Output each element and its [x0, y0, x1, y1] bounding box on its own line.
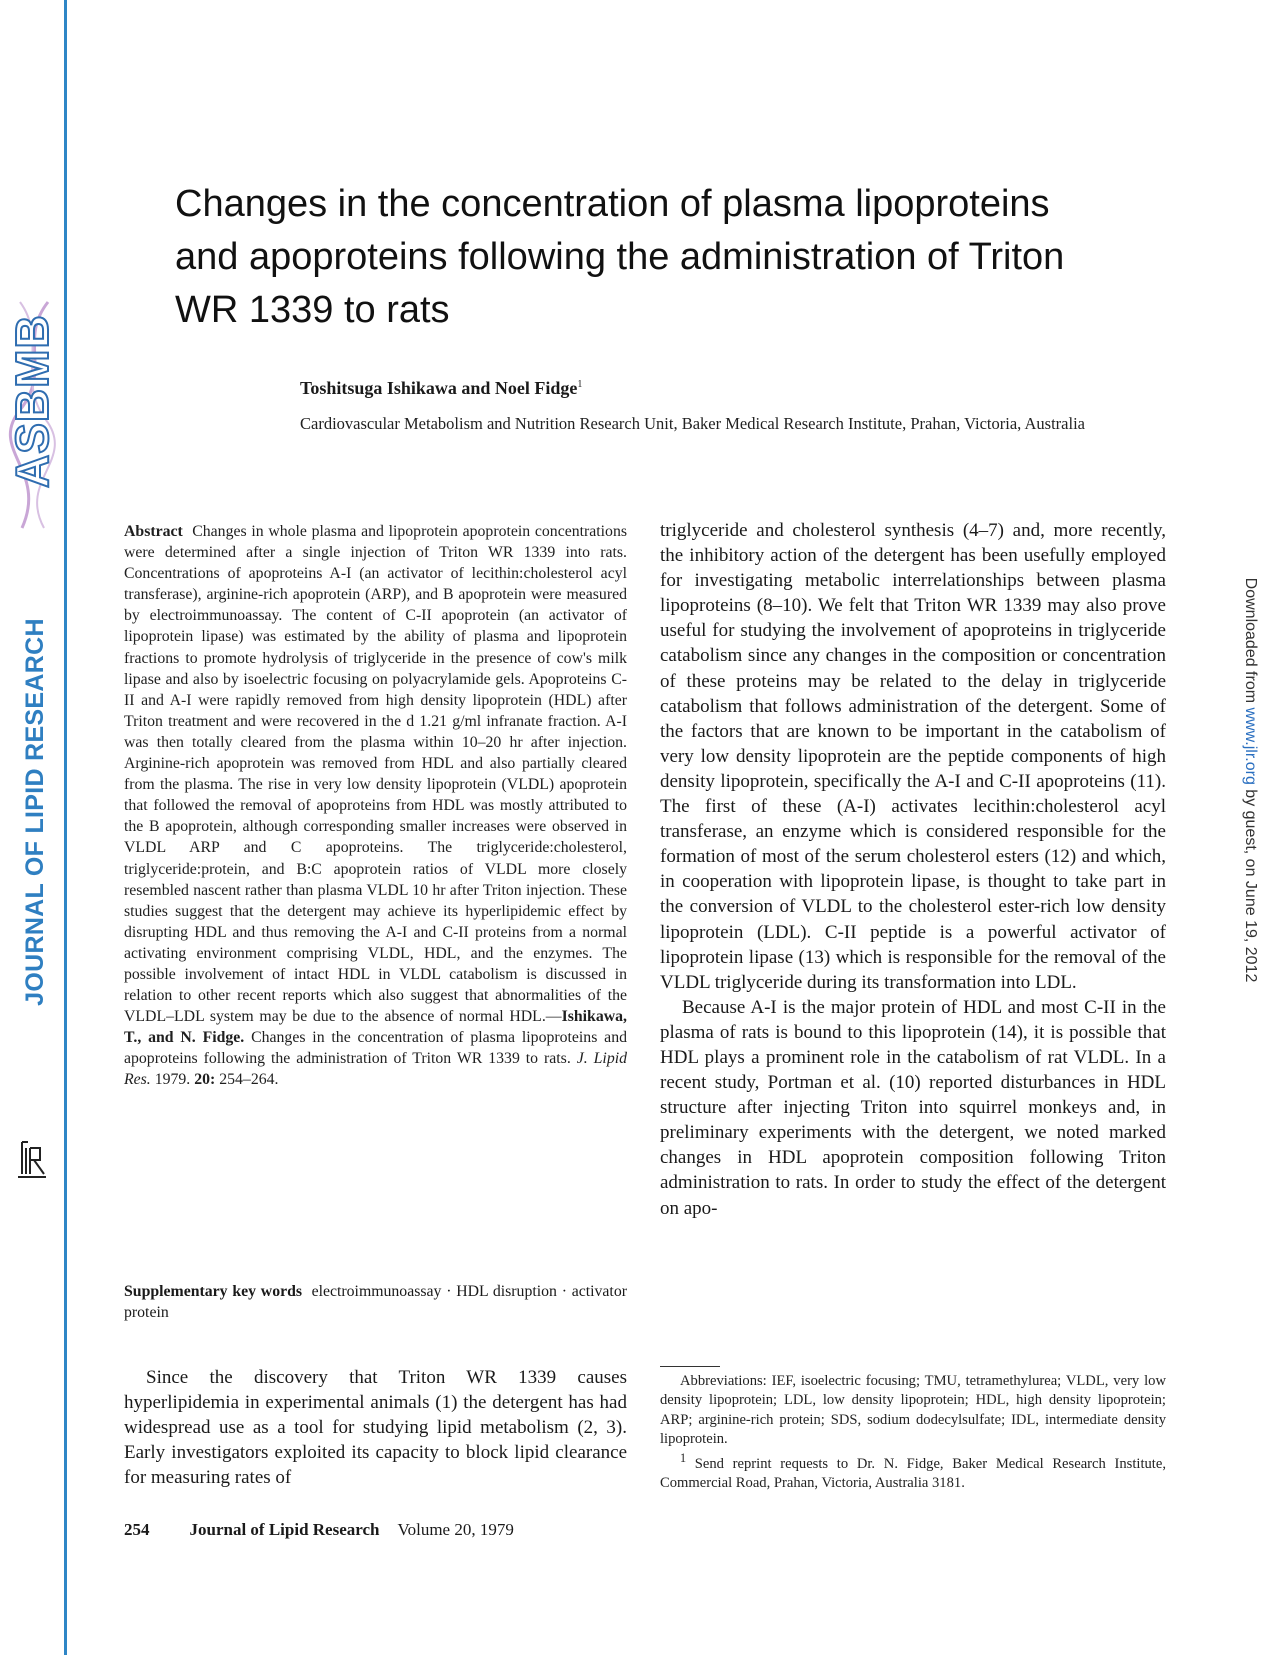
download-note: [1238, 570, 1262, 990]
reprint-footnote: [660, 1449, 1166, 1493]
key-words-text: electroimmunoassay · HDL disruption · activator protein: [124, 1283, 627, 1321]
asbmb-logo: ASBMB: [6, 314, 58, 488]
footer-volume: Volume 20, 1979: [397, 1520, 514, 1539]
citation-authors: Ishikawa, T., and N. Fidge.: [124, 1008, 627, 1047]
page-number: 254: [124, 1520, 150, 1539]
intro-paragraph: Since the discovery that Triton WR 1339 causes hyperlipidemia in experimental animals (1) the detergent has had widespread use as a tool for studying lipid metabolism (2, 3). Early investigators exploited its capacity to block lipid clearance for measuring rates of: [124, 1367, 627, 1488]
author-line: [300, 378, 582, 399]
footer-journal: Journal of Lipid Research: [189, 1520, 380, 1539]
download-prefix: Downloaded from: [1242, 577, 1259, 708]
page-footer: [124, 1520, 514, 1540]
journal-name-vertical: JOURNAL OF LIPID RESEARCH: [21, 618, 49, 1006]
citation-journal: J. Lipid Res.: [124, 1050, 627, 1089]
jlr-website-link[interactable]: www.jlr.org: [1242, 707, 1259, 785]
author-footnote-mark: 1: [577, 379, 583, 390]
abstract-body: Changes in whole plasma and lipoprotein apoprotein concentrations were determined after a single injection of Triton WR 1339 into rats. Concentrations of apoproteins A-I (an activator of lecithin:cholesterol acyl transferase), arginine-rich apoprotein (ARP), and B apoprotein were measured by electroimmunoassay. The content of C-II apoprotein (an activator of lipoprotein lipase) was estimated by the ability of plasma and lipoprotein fractions to promote hydrolysis of triglyceride in the presence of cow's milk lipase and also by isoelectric focusing on polyacrylamide gels. Apoproteins C-II and A-I were rapidly removed from high density lipoprotein (HDL) after Triton treatment and were recovered in the d 1.21 g/ml infranate fraction. A-I was then totally cleared from the plasma within 10–20 hr after injection. Arginine-rich apoprotein was removed from HDL and also partially cleared from the plasma. The rise in very low density lipoprotein (VLDL) apoprotein that followed the removal of apoproteins from HDL was mostly attributed to the B apoprotein, although corresponding smaller increases were observed in VLDL ARP and C apoproteins. The triglyceride:cholesterol, triglyceride:protein, and B:C apoprotein ratios of VLDL more closely resembled nascent rather than plasma VLDL 10 hr after Triton injection. These studies suggest that the detergent may achieve its hyperlipidemic effect by disrupting HDL and thus removing the A-I and C-II proteins from a normal activating environment comprising VLDL, HDL, and the enzymes. The possible involvement of intact HDL in VLDL catabolism is discussed in relation to other recent reports which also suggest that abnormalities of the VLDL–LDL system may be due to the absence of normal HDL.—: [124, 523, 627, 1026]
jlr-logo-icon: [16, 1138, 48, 1180]
download-suffix: by guest, on June 19, 2012: [1242, 784, 1259, 983]
abbreviations-footnote: Abbreviations: IEF, isoelectric focusing; TMU, tetramethylurea; VLDL, very low density lipoprotein; LDL, low density lipoprotein; HDL, high density lipoprotein; ARP; arginine-rich protein; SDS, sodium dodecylsulfate; IDL, intermediate density lipoprotein.: [660, 1373, 1166, 1447]
reprint-footnote-text: Send reprint requests to Dr. N. Fidge, Baker Medical Research Institute, Commercial Road, Prahan, Victoria, Australia 3181.: [660, 1456, 1166, 1492]
citation-year: 1979.: [150, 1071, 195, 1089]
footnote-rule: [660, 1366, 720, 1367]
citation-volume: 20:: [194, 1071, 216, 1089]
footnotes: [660, 1372, 1166, 1494]
author-names: Toshitsuga Ishikawa and Noel Fidge: [300, 378, 578, 398]
article-title: Changes in the concentration of plasma lipoproteins and apoproteins following the administration of Triton WR 1339 to rats: [175, 183, 1065, 331]
citation-text: Changes in the concentration of plasma lipoproteins and apoproteins following the administration of Triton WR 1339 to rats.: [124, 1029, 627, 1068]
abstract-label: Abstract: [124, 523, 183, 540]
reprint-footnote-mark: 1: [680, 1451, 687, 1466]
key-words-label: Supplementary key words: [124, 1283, 303, 1300]
citation-pages: 254–264.: [215, 1071, 279, 1089]
affiliation: Cardiovascular Metabolism and Nutrition Research Unit, Baker Medical Research Institute, Prahan, Victoria, Australia: [300, 414, 1085, 433]
abstract: [124, 521, 627, 1091]
introduction-left: [124, 1365, 627, 1490]
key-words: [124, 1281, 627, 1323]
body-paragraph-2: Because A-I is the major protein of HDL and most C-II in the plasma of rats is bound to this lipoprotein (14), it is possible that HDL plays a prominent role in the catabolism of rat VLDL. In a recent study, Portman et al. (10) reported disturbances in HDL structure after injecting Triton into squirrel monkeys and, in preliminary experiments with the detergent, we noted marked changes in HDL apoprotein composition following Triton administration to rats. In order to study the effect of the detergent on apo-: [660, 996, 1166, 1219]
body-right-column: [660, 518, 1166, 1221]
body-paragraph-1: triglyceride and cholesterol synthesis (4–7) and, more recently, the inhibitory action of the detergent has been usefully employed for investigating metabolic interrelationships between plasma lipoproteins (8–10). We felt that Triton WR 1339 may also prove useful for studying the involvement of apoproteins in triglyceride catabolism since any changes in the composition or concentration of these proteins may be related to the delay in triglyceride catabolism that follows administration of the detergent. Some of the factors that are known to be important in the catabolism of very low density lipoprotein are the peptide components of high density lipoprotein, specifically the A-I and C-II apoproteins (11). The first of these (A-I) activates lecithin:cholesterol acyl transferase, an enzyme which is considered responsible for the formation of most of the serum cholesterol esters (12) and which, in cooperation with lipoprotein lipase, is thought to take part in the conversion of VLDL to the cholesterol ester-rich low density lipoprotein (LDL). C-II peptide is a powerful activator of lipoprotein lipase (13) which is responsible for the removal of the VLDL triglyceride during its transformation into LDL.: [660, 520, 1166, 993]
sidebar-divider: [64, 0, 67, 1655]
